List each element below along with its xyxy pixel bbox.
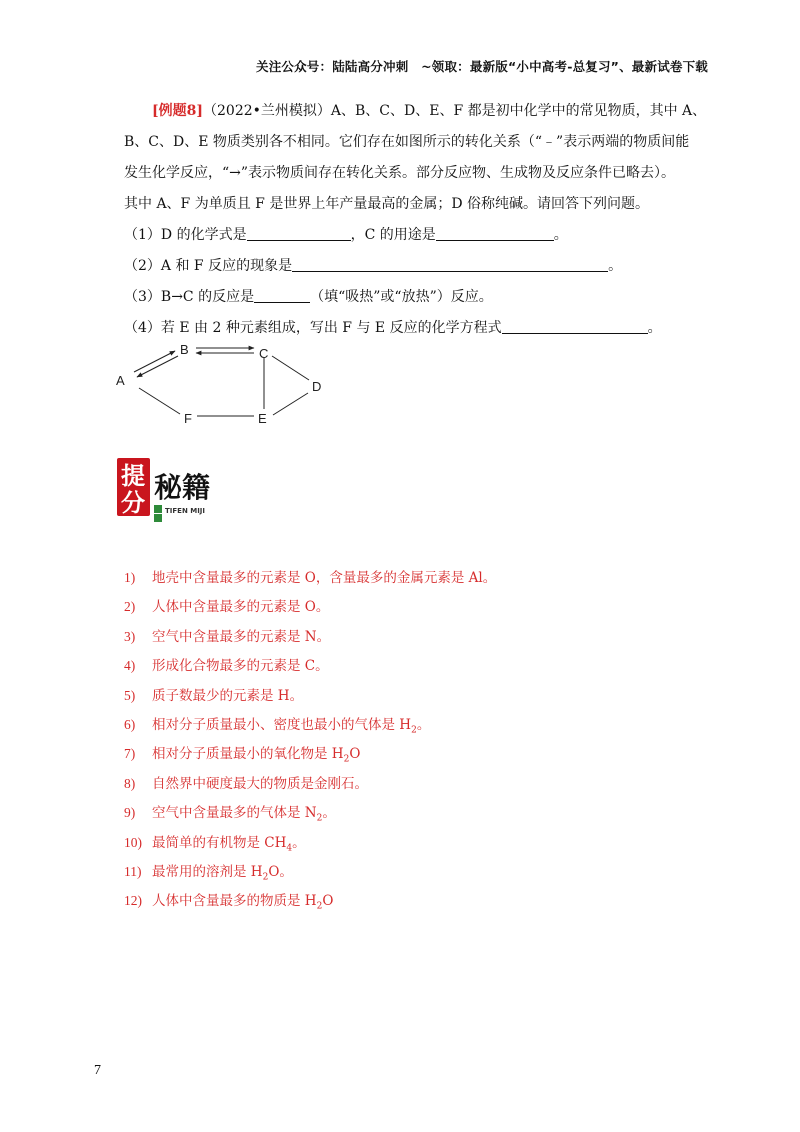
tip-text: 。: [322, 805, 336, 822]
logo-char: 提: [121, 462, 145, 490]
tip-number: 4): [124, 658, 136, 674]
question-4-text: 。: [647, 320, 662, 336]
tip-subscript: 2: [316, 901, 323, 912]
tip-number: 2): [124, 599, 136, 615]
answer-blank[interactable]: [292, 255, 608, 272]
tip-number: 8): [124, 775, 136, 791]
conversion-diagram: [108, 338, 338, 430]
problem-stem-line: B、C、D、E 物质类别各不相同。它们存在如图所示的转化关系（“﹣”表示两端的物质间能: [124, 134, 690, 150]
question-1: [124, 220, 708, 251]
tip-number: 11): [124, 863, 142, 879]
tip-text: 质子数最少的元素是 H。: [152, 687, 304, 704]
answer-blank[interactable]: [247, 224, 351, 241]
problem-stem-line: 发生化学反应，“→”表示物质间存在转化关系。部分反应物、生成物及反应条件已略去）。: [124, 165, 676, 181]
tip-subscript: 2: [316, 813, 323, 824]
list-item: [124, 625, 724, 654]
problem-stem-text: （2022•兰州模拟）A、B、C、D、E、F 都是初中化学中的常见物质，其中 A、: [203, 103, 707, 119]
link-d-e: [273, 393, 308, 415]
question-4-text: （4）若 E 由 2 种元素组成，写出 F 与 E 反应的化学方程式: [124, 320, 502, 336]
list-item: [124, 654, 724, 683]
logo-small-text: TIFEN MIJI: [165, 507, 206, 515]
tip-subscript: 2: [262, 872, 269, 883]
example-tag: [例题8]: [152, 103, 203, 119]
tip-number: 6): [124, 716, 136, 732]
problem-stem-line: [124, 96, 708, 127]
question-2-text: 。: [608, 258, 623, 274]
node-e: E: [258, 411, 267, 426]
tip-text: 。: [292, 834, 306, 851]
tips-list: [124, 566, 724, 919]
list-item: [124, 713, 724, 742]
list-item: [124, 595, 724, 624]
link-c-d: [272, 356, 309, 380]
tip-subscript: 2: [343, 755, 350, 766]
tip-text: O。: [268, 863, 293, 880]
tip-text: 自然界中硬度最大的物质是金刚石。: [152, 775, 368, 792]
question-3: [124, 282, 708, 313]
question-2-text: （2）A 和 F 反应的现象是: [124, 258, 293, 274]
tip-text: O: [322, 893, 334, 910]
arrow-a-to-b: [134, 351, 175, 372]
question-1-text: ，C 的用途是: [350, 227, 436, 243]
tip-text: 空气中含量最多的元素是 N。: [152, 628, 331, 645]
list-item: [124, 801, 724, 830]
list-item: [124, 889, 724, 918]
page-number: 7: [94, 1063, 101, 1078]
tip-subscript: 4: [286, 843, 293, 854]
tip-text: 相对分子质量最小的氧化物是 H: [152, 746, 344, 763]
list-item: [124, 772, 724, 801]
arrow-b-to-a: [137, 356, 178, 377]
tip-subscript: 2: [411, 725, 417, 736]
node-f: F: [184, 411, 192, 426]
tip-number: 3): [124, 628, 136, 644]
tip-text: 空气中含量最多的气体是 N: [152, 805, 317, 822]
link-a-f: [139, 388, 180, 414]
list-item: [124, 684, 724, 713]
tip-text: 。: [416, 716, 431, 733]
problem-stem-line: 其中 A、F 为单质且 F 是世界上年产量最高的金属；D 俗称纯碱。请回答下列问题。: [124, 196, 650, 212]
question-3-text: （填“吸热”或“放热”）反应。: [310, 289, 493, 305]
tip-number: 12): [124, 893, 142, 909]
question-1-text: （1）D 的化学式是: [124, 227, 247, 243]
question-1-text: 。: [553, 227, 568, 243]
logo-char: 分: [121, 489, 145, 517]
list-item: [124, 566, 724, 595]
page-header: 关注公众号：陆陆高分冲刺 ~领取：最新版“小中高考-总复习”、最新试卷下载: [256, 59, 708, 74]
list-item: [124, 742, 724, 771]
node-c: C: [259, 346, 269, 361]
tip-number: 5): [124, 687, 136, 703]
tip-text: 形成化合物最多的元素是 C。: [152, 658, 329, 675]
question-2: [124, 251, 708, 282]
tip-text: 最简单的有机物是 CH: [152, 834, 287, 851]
tip-number: 9): [124, 805, 136, 821]
tip-text: O: [349, 746, 361, 763]
answer-blank[interactable]: [502, 317, 648, 334]
node-b: B: [180, 342, 189, 357]
node-d: D: [312, 379, 322, 394]
answer-blank[interactable]: [436, 224, 554, 241]
tip-text: 地壳中含量最多的元素是 O，含量最多的金属元素是 Al。: [152, 570, 497, 586]
tip-number: 7): [124, 746, 136, 762]
list-item: [124, 860, 724, 889]
node-a: A: [116, 373, 125, 388]
tifen-miji-logo: [116, 457, 234, 523]
tip-number: 10): [124, 834, 142, 850]
tip-text: 相对分子质量最小、密度也最小的气体是 H: [152, 716, 412, 733]
question-3-text: （3）B→C 的反应是: [124, 289, 255, 305]
logo-title: 秘籍: [154, 471, 211, 504]
tip-text: 人体中含量最多的元素是 O。: [152, 599, 330, 616]
tip-text: 人体中含量最多的物质是 H: [152, 893, 317, 910]
answer-blank[interactable]: [254, 286, 310, 303]
tip-number: 1): [124, 570, 136, 585]
list-item: [124, 831, 724, 860]
example-problem: [124, 96, 708, 344]
tip-text: 最常用的溶剂是 H: [152, 863, 263, 880]
